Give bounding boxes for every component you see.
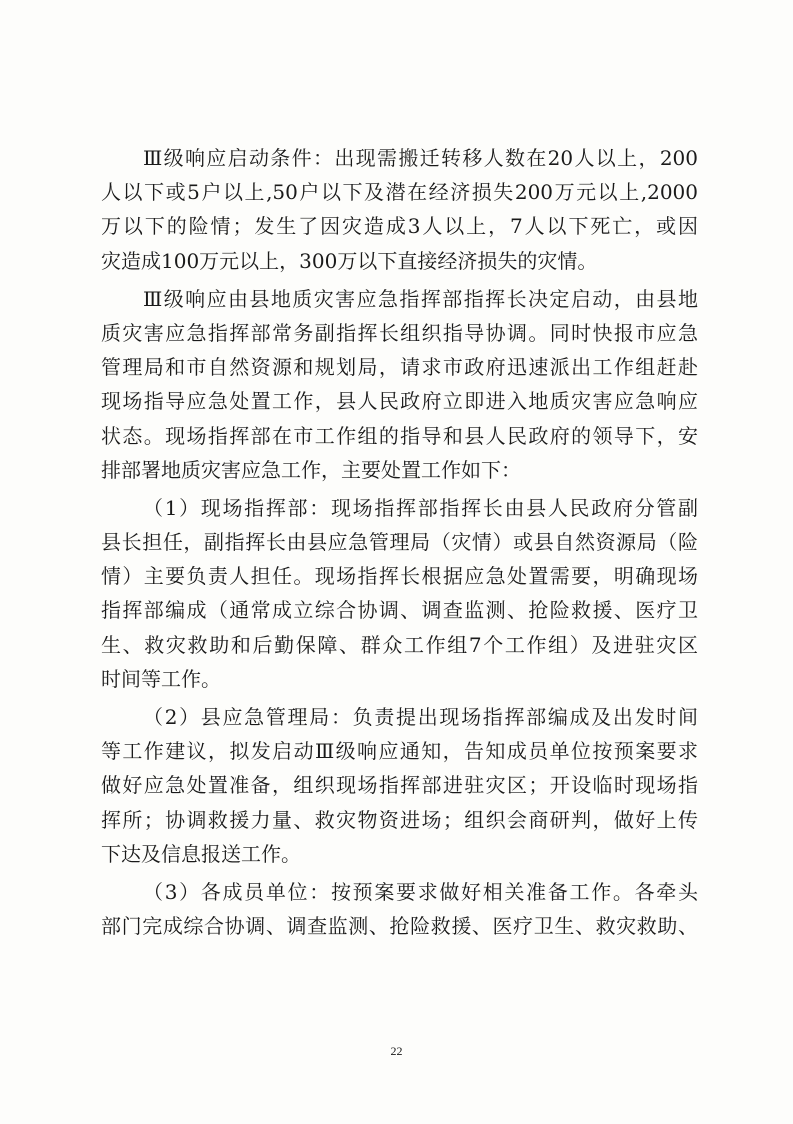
text-line: （1）现场指挥部：现场指挥部指挥长由县人民政府分管副 [143, 495, 698, 520]
text-line: 部门完成综合协调、调查监测、抢险救援、医疗卫生、救灾救助、 [101, 914, 698, 939]
text-line: 万以下的险情；发生了因灾造成3人以上，7人以下死亡，或因 [101, 214, 698, 239]
text-line: （2）县应急管理局：负责提出现场指挥部编成及出发时间 [143, 705, 698, 729]
page-number: 22 [390, 1044, 403, 1058]
text-line: 指挥部编成（通常成立综合协调、调查监测、抢险救援、医疗卫 [101, 598, 698, 623]
text-line: 挥所；协调救援力量、救灾物资进场；组织会商研判，做好上传 [101, 807, 698, 832]
text-line: 灾造成100万元以上，300万以下直接经济损失的灾情。 [101, 248, 598, 273]
text-line: 状态。现场指挥部在市工作组的指导和县人民政府的领导下，安 [101, 423, 698, 448]
text-line: 现场指导应急处置工作，县人民政府立即进入地质灾害应急响应 [101, 389, 698, 414]
paragraph [101, 700, 698, 871]
text-line: 县长担任，副指挥长由县应急管理局（灾情）或县自然资源局（险 [101, 530, 698, 555]
text-line: 等工作建议，拟发启动Ⅲ级响应通知，告知成员单位按预案要求 [101, 739, 698, 764]
text-line: 排部署地质灾害应急工作，主要处置工作如下： [101, 457, 521, 482]
paragraph [101, 491, 698, 696]
text-line: 下达及信息报送工作。 [101, 841, 301, 866]
text-line: 质灾害应急指挥部常务副指挥长组织指导协调。同时快报市应急 [101, 320, 698, 345]
text-line: 生、救灾救助和后勤保障、群众工作组7个工作组）及进驻灾区 [101, 632, 698, 657]
text-line: 做好应急处置准备，组织现场指挥部进驻灾区；开设临时现场指 [101, 773, 698, 798]
text-line: Ⅲ级响应启动条件：出现需搬迁转移人数在20人以上，200 [143, 146, 698, 170]
text-line: 时间等工作。 [101, 666, 221, 691]
text-line: 情）主要负责人担任。现场指挥长根据应急处置需要，明确现场 [101, 564, 698, 589]
text-line: 管理局和市自然资源和规划局，请求市政府迅速派出工作组赶赴 [101, 355, 698, 380]
text-line: （3）各成员单位：按预案要求做好相关准备工作。各牵头 [143, 879, 698, 904]
document-body [101, 141, 698, 947]
paragraph [101, 141, 698, 278]
paragraph [101, 875, 698, 943]
text-line: 人以下或5户以上,50户以下及潜在经济损失200万元以上,2000 [101, 180, 698, 205]
paragraph [101, 282, 698, 487]
text-line: Ⅲ级响应由县地质灾害应急指挥部指挥长决定启动，由县地 [143, 286, 698, 311]
